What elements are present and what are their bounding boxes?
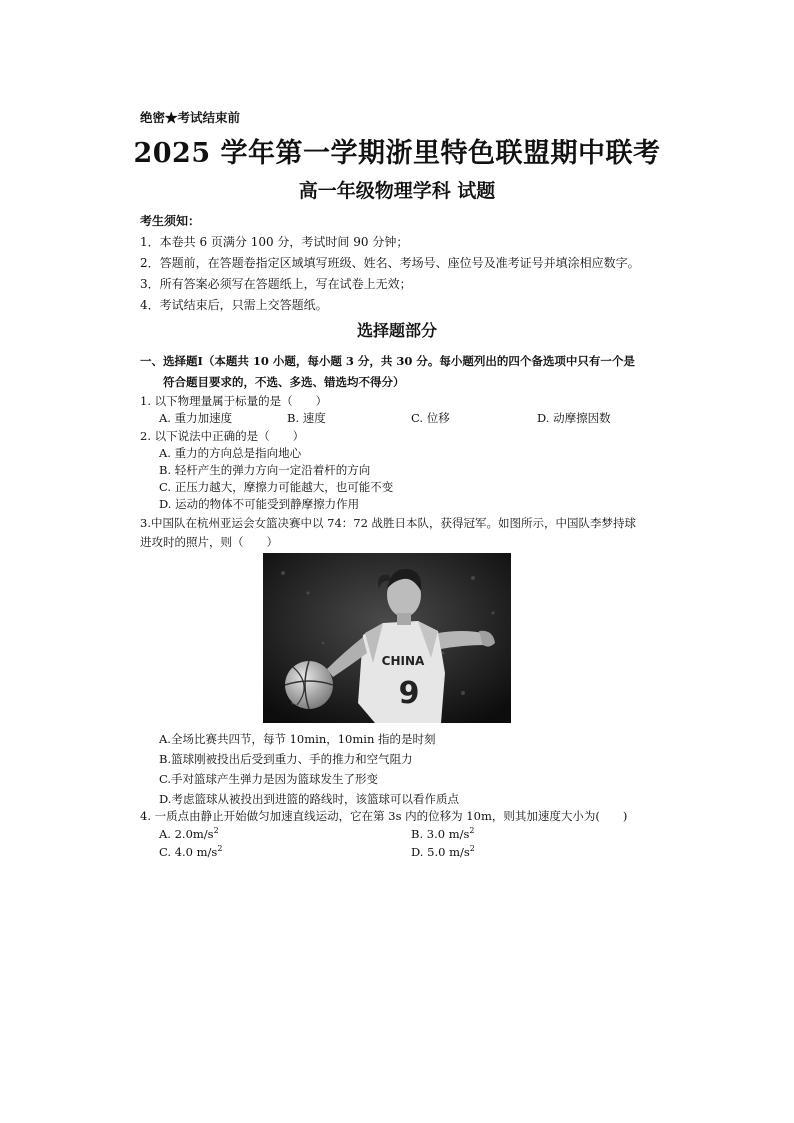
basketball-player-photo <box>263 553 511 723</box>
q1-option-b: B. 速度 <box>287 411 326 425</box>
jersey-number: 9 <box>398 676 420 711</box>
q3-stem-line1: 3.中国队在杭州亚运会女篮决赛中以 74：72 战胜日本队，获得冠军。如图所示，中国队李梦持球 <box>140 516 637 530</box>
q2-stem: 2. 以下说法中正确的是（ ） <box>140 429 305 443</box>
notice-item-3: 3．所有答案必须写在答题纸上，写在试卷上无效； <box>140 277 412 291</box>
q3-option-c: C.手对篮球产生弹力是因为篮球发生了形变 <box>159 772 379 786</box>
q3-option-a: A.全场比赛共四节，每节 10min，10min 指的是时刻 <box>159 732 436 746</box>
q2-option-b: B. 轻杆产生的弹力方向一定沿着杆的方向 <box>159 463 371 477</box>
q1-stem: 1. 以下物理量属于标量的是（ ） <box>140 394 328 408</box>
notice-item-1: 1．本卷共 6 页满分 100 分，考试时间 90 分钟； <box>140 235 409 249</box>
q4-option-a: A. $2.0m/s^2$ <box>159 826 219 841</box>
q4-stem: 4. 一质点由静止开始做匀加速直线运动，它在第 3s 内的位移为 10m，则其加速度大小为( ) <box>140 809 628 823</box>
q3-stem-line2: 进攻时的照片，则（ ） <box>140 535 278 549</box>
jersey-text: CHINA <box>381 654 425 668</box>
q2-option-d: D. 运动的物体不可能受到静摩擦力作用 <box>159 497 360 511</box>
q2-option-a: A. 重力的方向总是指向地心 <box>159 446 302 460</box>
notice-heading: 考生须知： <box>140 214 201 228</box>
q4-option-b: B. 3.0 $m/s^2$ <box>411 826 475 841</box>
q2-option-c: C. 正压力越大，摩擦力可能越大，也可能不变 <box>159 480 394 494</box>
notice-item-2: 2．答题前，在答题卷指定区域填写班级、姓名、考场号、座位号及准考证号并填涂相应数字。 <box>140 256 640 270</box>
exam-subtitle: 高一年级物理学科 试题 <box>298 180 496 202</box>
basketball-player-illustration <box>263 553 511 723</box>
notice-item-4: 4．考试结束后，只需上交答题纸。 <box>140 298 328 312</box>
secret-label: 绝密★考试结束前 <box>140 110 241 125</box>
exam-title: 2025 学年第一学期浙里特色联盟期中联考 <box>133 138 661 169</box>
q1-option-d: D. 动摩擦因数 <box>537 411 611 425</box>
section-instruction-line1: 一、选择题Ⅰ（本题共 10 小题，每小题 3 分，共 30 分。每小题列出的四个备选项中只有一个是 <box>140 354 635 368</box>
q1-option-a: A. 重力加速度 <box>159 411 233 425</box>
q3-option-b: B.篮球刚被投出后受到重力、手的推力和空气阻力 <box>159 752 413 766</box>
section-instruction-line2: 符合题目要求的，不选、多选、错选均不得分） <box>163 375 405 389</box>
q4-option-c: C. 4.0 $m/s^2$ <box>159 844 223 859</box>
q3-option-d: D.考虑篮球从被投出到进篮的路线时，该篮球可以看作质点 <box>159 792 459 806</box>
q1-option-c: C. 位移 <box>411 411 450 425</box>
q4-option-d: D. 5.0 $m/s^2$ <box>411 844 475 859</box>
section-title: 选择题部分 <box>356 321 437 340</box>
